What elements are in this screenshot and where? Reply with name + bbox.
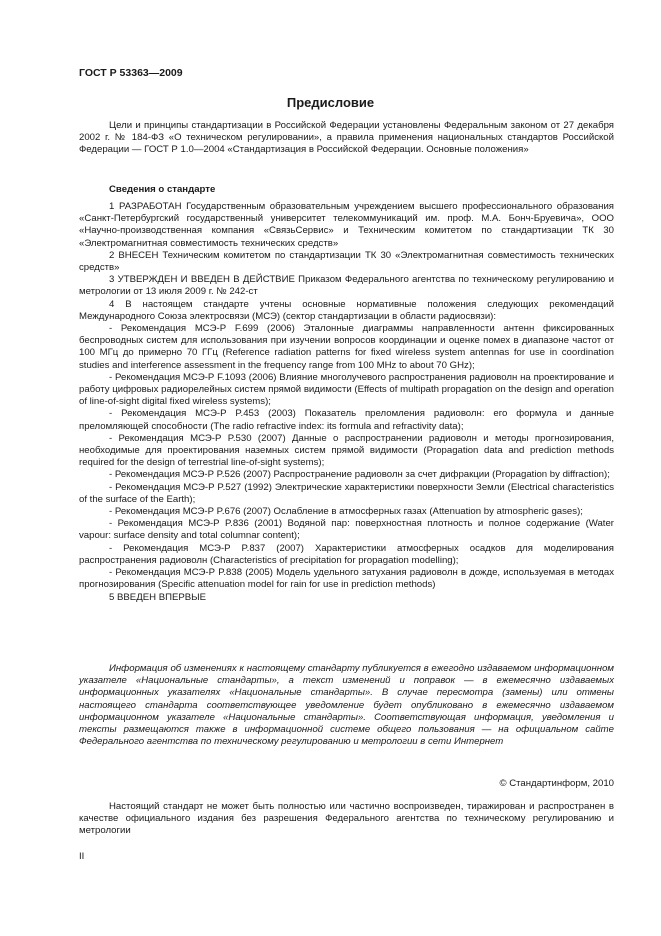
- recommendation-item: - Рекомендация МСЭ-Р F.699 (2006) Эталонные диаграммы направленности антенн фиксированных беспроводных систем для использования при изучении вопросов координации и оценке помех в диапазоне частот от 100 МГц до примерно 70 ГГц (Reference radiation patterns for fixed wireless system antennas for use in coordination studies and interference assessment in the frequency range from 100 MHz to about 70 GHz);: [79, 323, 614, 371]
- recommendation-item: - Рекомендация МСЭ-Р P.676 (2007) Ослабление в атмосферных газах (Attenuation by atmospheric gases);: [109, 506, 583, 518]
- page-title: Предисловие: [286, 95, 375, 110]
- intro-block: [79, 120, 614, 157]
- recommendation-item: - Рекомендация МСЭ-Р P.453 (2003) Показатель преломления радиоволн: его формула и данные преломляющей способности (The radio refractive index: its formula and refractivity data);: [79, 408, 614, 432]
- recommendation-item: - Рекомендация МСЭ-Р P.527 (1992) Электрические характеристики поверхности Земли (Electrical characteristics of the surface of the Earth);: [79, 481, 614, 505]
- item-developed: 1 РАЗРАБОТАН Государственным образовательным учреждением высшего профессионального образования «Санкт-Петербургский государственный университет телекоммуникаций им. проф. М.А. Бонч-Бруевича», ООО «Научно-производственная компания «СвязьСервис» и Техническим комитетом по стандартизации ТК 30 «Электромагнитная совместимость технических средств»: [79, 201, 614, 249]
- recommendation-item: - Рекомендация МСЭ-Р P.837 (2007) Характеристики атмосферных осадков для моделирования распространения радиоволн (Characteristics of precipitation for propagation modelling);: [79, 542, 614, 566]
- recommendation-item: - Рекомендация МСЭ-Р P.838 (2005) Модель удельного затухания радиоволн в дожде, используемая в методах прогнозирования (Specific attenuation model for rain for use in prediction methods): [79, 567, 614, 591]
- intro-paragraph: Цели и принципы стандартизации в Российской Федерации установлены Федеральным законом от 27 декабря 2002 г. № 184-ФЗ «О техническом регулировании», а правила применения национальных стандартов Российской Федерации — ГОСТ Р 1.0—2004 «Стандартизация в Российской Федерации. Основные положения»: [79, 120, 614, 156]
- changes-notice: [79, 663, 614, 748]
- item-approved: 3 УТВЕРЖДЕН И ВВЕДЕН В ДЕЙСТВИЕ Приказом Федерального агентства по техническому регулированию и метрологии от 13 июля 2009 г. № 242-ст: [79, 274, 614, 298]
- item-introduced-by: 2 ВНЕСЕН Техническим комитетом по стандартизации ТК 30 «Электромагнитная совместимость технических средств»: [79, 249, 614, 274]
- recommendation-item: - Рекомендация МСЭ-Р F.1093 (2006) Влияние многолучевого распространения радиоволн на проектирование и работу цифровых радиорелейных систем прямой видимости (Effects of multipath propagation on the design and operation of line-of-sight digital fixed wireless systems);: [79, 371, 614, 408]
- copyright-line: © Стандартинформ, 2010: [499, 778, 614, 789]
- recommendation-item: - Рекомендация МСЭ-Р P.526 (2007) Распространение радиоволн за счет дифракции (Propagation by diffraction);: [109, 469, 610, 481]
- standard-info-list: [79, 201, 614, 604]
- changes-notice-text: Информация об изменениях к настоящему стандарту публикуется в ежегодно издаваемом информационном указателе «Национальные стандарты», а текст изменений и поправок — в ежемесячно издаваемых информационных указателях «Национальные стандарты». В случае пересмотра (замены) или отмены настоящего стандарта соответствующее уведомление будет опубликовано в ежемесячно издаваемом информационном указателе «Национальные стандарты». Соответствующая информация, уведомления и тексты размещаются также в информационной системе общего пользования — на официальном сайте Федерального агентства по техническому регулированию и метрологии в сети Интернет: [79, 663, 614, 748]
- reproduction-notice: Настоящий стандарт не может быть полностью или частично воспроизведен, тиражирован и распространен в качестве официального издания без разрешения Федерального агентства по техническому регулированию и метрологии: [79, 801, 614, 837]
- recommendation-item: - Рекомендация МСЭ-Р P.530 (2007) Данные о распространении радиоволн и методы прогнозирования, необходимые для проектирования наземных систем прямой видимости (Propagation data and prediction methods required for the design of terrestrial line-of-sight systems);: [79, 432, 614, 469]
- reproduction-notice-block: [79, 801, 614, 838]
- section-heading: Сведения о стандарте: [109, 184, 216, 195]
- standard-code: ГОСТ Р 53363—2009: [79, 67, 183, 79]
- item-first-introduced: 5 ВВЕДЕН ВПЕРВЫЕ: [109, 591, 207, 603]
- page-number: II: [79, 851, 85, 862]
- recommendation-item: - Рекомендация МСЭ-Р P.836 (2001) Водяной пар: поверхностная плотность и полное содержание (Water vapour: surface density and total columnar content);: [79, 518, 614, 542]
- item-recommendations-intro: 4 В настоящем стандарте учтены основные нормативные положения следующих рекомендаций Международного Союза электросвязи (МСЭ) (сектор стандартизации в области радиосвязи):: [79, 298, 614, 322]
